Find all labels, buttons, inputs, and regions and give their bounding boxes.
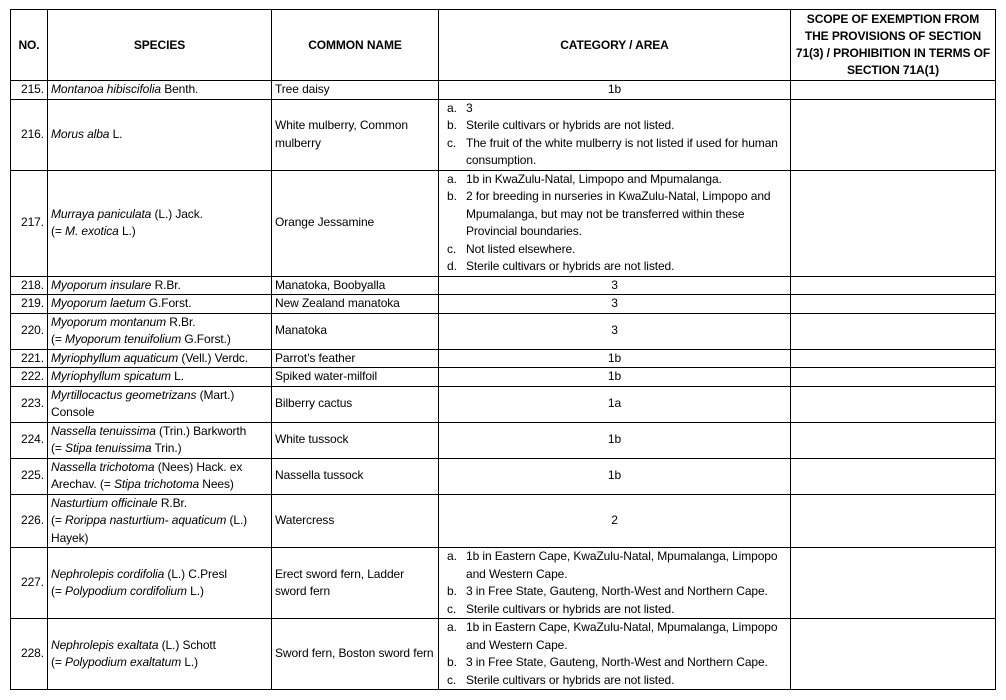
species-author: L.) [186,584,204,598]
category-list-item [447,135,787,170]
category-area-cell [439,99,791,170]
list-marker: b. [447,584,457,598]
scope-cell [791,494,996,548]
category-list [447,100,787,170]
category-area-cell: 2 [439,494,791,548]
common-name-cell: Orange Jessamine [272,170,439,276]
category-list-item [447,654,787,672]
common-name-cell: White mulberry, Common mulberry [272,99,439,170]
species-author: (Vell.) Verdc. [178,350,249,365]
species-cell [48,170,272,276]
species-author: G.Forst. [145,296,192,310]
row-number: 226. [11,494,48,548]
list-text: The fruit of the white mulberry is not listed if used for human consumption. [466,135,778,167]
category-list [447,171,787,276]
common-name-cell: Tree daisy [272,81,439,100]
common-name-cell: Bilberry cactus [272,386,439,422]
category-list [447,619,787,689]
species-cell [48,386,272,422]
common-name-cell: White tussock [272,422,439,458]
header-common-name: COMMON NAME [272,10,439,81]
category-list-item [447,241,787,259]
category-list-item [447,619,787,654]
category-list-item [447,258,787,276]
category-list-item [447,548,787,583]
species-cell [48,368,272,387]
row-number: 217. [11,170,48,276]
scope-cell [791,619,996,690]
species-author: R.Br. [151,277,181,292]
category-list-item [447,188,787,241]
species-author: (= [51,513,66,527]
species-name: Morus alba [51,126,110,141]
header-row [11,10,996,81]
row-number: 225. [11,458,48,494]
species-cell [48,619,272,690]
list-marker: b. [447,189,457,203]
species-author: (Trin.) Barkworth [155,423,247,438]
list-text: 3 in Free State, Gauteng, North-West and Northern Cape. [466,584,768,598]
category-area-cell: 1b [439,458,791,494]
species-author: G.Forst.) [181,332,231,346]
category-area-cell: 1a [439,386,791,422]
species-author: Benth. [160,82,199,96]
table-row [11,548,996,619]
species-cell [48,548,272,619]
scope-cell [791,99,996,170]
list-marker: a. [447,100,457,115]
common-name-cell: Parrot’s feather [272,349,439,368]
list-text: Sterile cultivars or hybrids are not listed. [466,118,675,132]
scope-cell [791,458,996,494]
species-author: (L.) Jack. [151,206,203,221]
species-name: Myrtillocactus geometrizans [51,387,197,402]
species-author: (= [51,441,66,455]
species-name: Myoporum montanum [51,314,167,329]
category-area-cell: 1b [439,81,791,100]
species-author: L. [170,369,184,383]
species-author: (= [51,584,66,598]
species-author: Nees) [199,477,234,491]
list-text: Not listed elsewhere. [466,241,576,256]
species-cell [48,99,272,170]
category-list [447,548,787,618]
table-row [11,386,996,422]
species-author: (L.) Schott [158,637,216,652]
list-text: Sterile cultivars or hybrids are not listed. [466,601,675,616]
header-species: SPECIES [48,10,272,81]
table-row [11,619,996,690]
species-cell [48,494,272,548]
header-scope-of-exemption: SCOPE OF EXEMPTION FROM THE PROVISIONS OF SECTION 71(3) / PROHIBITION IN TERMS OF SECTION 71A(1) [791,10,996,81]
species-author: (= [51,224,66,238]
table-row [11,349,996,368]
scope-cell [791,349,996,368]
category-area-cell [439,548,791,619]
table-row [11,170,996,276]
species-author: (L.) Hayek) [51,513,248,545]
row-number: 219. [11,295,48,314]
category-area-cell: 1b [439,368,791,387]
scope-cell [791,295,996,314]
row-number: 220. [11,313,48,349]
scope-cell [791,313,996,349]
common-name-cell: New Zealand manatoka [272,295,439,314]
category-list-item [447,583,787,601]
table-row [11,313,996,349]
species-cell [48,295,272,314]
table-body [11,81,996,690]
category-list-item [447,100,787,118]
common-name-cell: Manatoka, Boobyalla [272,276,439,295]
list-marker: c. [447,241,457,256]
species-name: Nassella trichotoma [51,459,155,474]
species-author: (= [51,332,66,346]
species-author: Trin.) [151,441,182,455]
species-name: Polypodium cordifolium [65,584,187,598]
scope-cell [791,81,996,100]
common-name-cell: Erect sword fern, Ladder sword fern [272,548,439,619]
row-number: 223. [11,386,48,422]
species-name: Stipa trichotoma [113,477,200,491]
table-row [11,81,996,100]
species-name: Stipa tenuissima [65,441,152,455]
species-name: Nassella tenuissima [51,423,156,438]
species-author: L. [109,126,123,141]
scope-cell [791,386,996,422]
scope-cell [791,548,996,619]
list-marker: a. [447,549,457,563]
common-name-cell: Sword fern, Boston sword fern [272,619,439,690]
list-marker: a. [447,620,457,634]
scope-cell [791,170,996,276]
table-row [11,368,996,387]
table-row [11,295,996,314]
scope-cell [791,368,996,387]
document-page [10,9,996,690]
row-number: 228. [11,619,48,690]
common-name-cell: Nassella tussock [272,458,439,494]
species-name: Nephrolepis exaltata [51,637,159,652]
list-text: Sterile cultivars or hybrids are not listed. [466,259,675,273]
row-number: 227. [11,548,48,619]
list-text: 2 for breeding in nurseries in KwaZulu-Natal, Limpopo and Mpumalanga, but may not be transferred within these Provincial boundaries. [466,189,771,238]
table-row [11,494,996,548]
species-name: Polypodium exaltatum [65,655,182,669]
table-row [11,276,996,295]
category-list-item [447,672,787,690]
species-author: (L.) C.Presl [164,566,227,581]
species-name: M. exotica [65,224,119,238]
row-number: 221. [11,349,48,368]
category-area-cell: 1b [439,349,791,368]
species-cell [48,81,272,100]
scope-cell [791,422,996,458]
category-list-item [447,171,787,189]
list-text: Sterile cultivars or hybrids are not listed. [466,672,675,687]
species-author: R.Br. [166,314,196,329]
species-name: Nephrolepis cordifolia [51,566,165,581]
row-number: 222. [11,368,48,387]
category-area-cell: 1b [439,422,791,458]
row-number: 215. [11,81,48,100]
species-author: (Mart.) Console [51,387,235,419]
species-author: (= [51,655,66,669]
species-name: Nasturtium officinale [51,495,158,510]
species-name: Rorippa nasturtium- aquaticum [65,513,227,527]
category-area-cell: 3 [439,313,791,349]
list-marker: c. [447,601,457,616]
common-name-cell: Watercress [272,494,439,548]
species-name: Myoporum laetum [51,296,146,310]
header-category-area: CATEGORY / AREA [439,10,791,81]
list-text: 1b in KwaZulu-Natal, Limpopo and Mpumalanga. [466,171,722,186]
table-row [11,99,996,170]
header-no: NO. [11,10,48,81]
scope-cell [791,276,996,295]
list-text: 1b in Eastern Cape, KwaZulu-Natal, Mpumalanga, Limpopo and Western Cape. [466,620,778,652]
species-name: Myoporum tenuifolium [65,332,182,346]
category-area-cell: 3 [439,276,791,295]
list-marker: c. [447,672,457,687]
list-marker: a. [447,171,457,186]
category-list-item [447,117,787,135]
list-marker: d. [447,259,457,273]
species-author: R.Br. [157,495,188,510]
row-number: 216. [11,99,48,170]
species-cell [48,276,272,295]
species-author: (Nees) Hack. ex Arechav. (= [51,459,243,491]
category-area-cell [439,170,791,276]
list-text: 3 [466,100,473,115]
table-row [11,422,996,458]
species-author: L.) [118,224,136,238]
common-name-cell: Manatoka [272,313,439,349]
list-marker: b. [447,655,457,669]
row-number: 224. [11,422,48,458]
table-row [11,458,996,494]
species-cell [48,313,272,349]
row-number: 218. [11,276,48,295]
category-area-cell [439,619,791,690]
list-text: 3 in Free State, Gauteng, North-West and Northern Cape. [466,655,768,669]
common-name-cell: Spiked water-milfoil [272,368,439,387]
species-cell [48,458,272,494]
list-text: 1b in Eastern Cape, KwaZulu-Natal, Mpumalanga, Limpopo and Western Cape. [466,549,778,581]
list-marker: b. [447,118,457,132]
species-name: Myoporum insulare [51,277,152,292]
species-name: Myriophyllum spicatum [51,369,171,383]
species-name: Myriophyllum aquaticum [51,350,179,365]
category-area-cell: 3 [439,295,791,314]
species-name: Murraya paniculata [51,206,152,221]
species-name: Montanoa hibiscifolia [51,82,161,96]
species-author: L.) [181,655,199,669]
category-list-item [447,601,787,619]
species-table [10,9,996,690]
list-marker: c. [447,135,457,150]
species-cell [48,349,272,368]
species-cell [48,422,272,458]
